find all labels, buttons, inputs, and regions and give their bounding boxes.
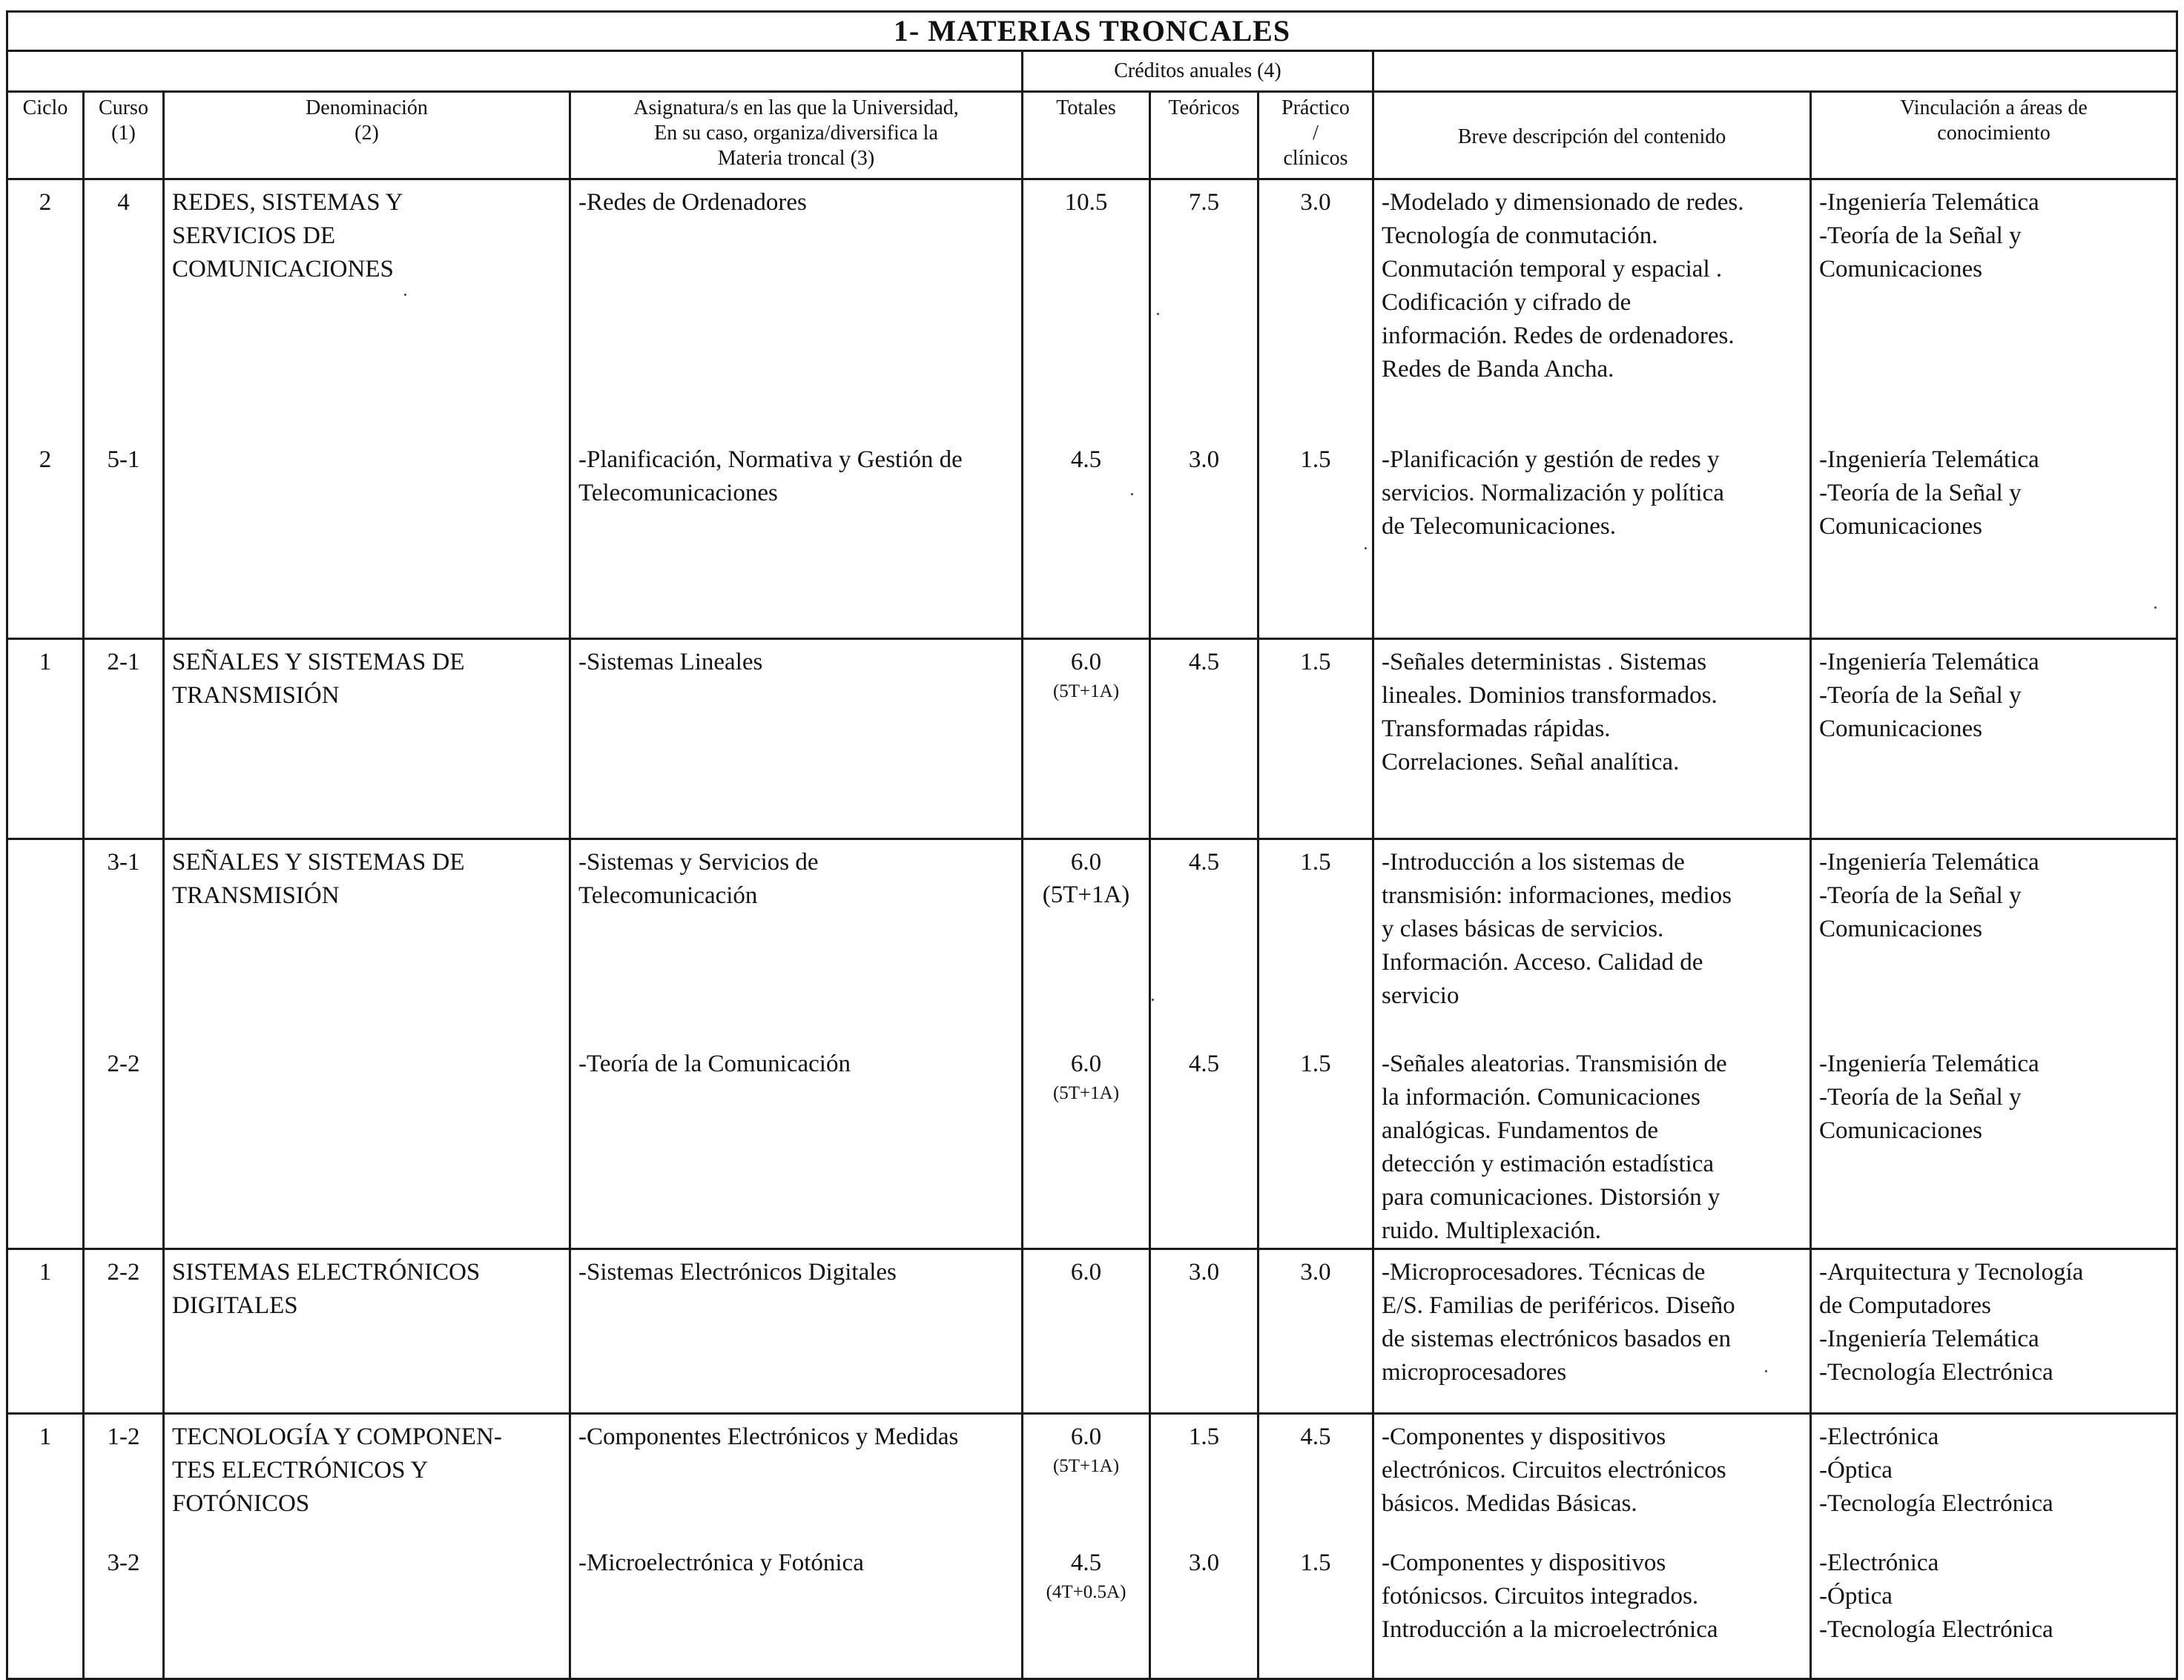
vinculacion-cell xyxy=(1811,1414,2177,1679)
subheader-blank-left xyxy=(7,51,1023,92)
denominacion-line: TRANSMISIÓN xyxy=(172,682,340,709)
descripcion-line: analógicas. Fundamentos de xyxy=(1382,1117,1658,1144)
totales-note: (5T+1A) xyxy=(1052,1456,1120,1476)
curso-value: 4 xyxy=(117,189,130,216)
totales-value: 6.0 xyxy=(1070,1423,1102,1450)
header-totales-label: Totales xyxy=(1056,96,1116,119)
vinculacion-line: -Arquitectura y Tecnología xyxy=(1819,1259,2084,1286)
practicos-value: 1.5 xyxy=(1300,446,1331,473)
descripcion-line: ruido. Multiplexación. xyxy=(1382,1217,1602,1244)
asignatura-cell xyxy=(570,1414,1023,1679)
denominacion-line: DIGITALES xyxy=(172,1292,298,1319)
curso-value: 2-2 xyxy=(107,1259,140,1286)
scan-speck xyxy=(1157,313,1159,315)
totales-cell xyxy=(1023,639,1150,839)
practicos-value: 4.5 xyxy=(1300,1423,1331,1450)
practicos-value: 1.5 xyxy=(1300,649,1331,675)
curso-cell xyxy=(84,839,164,1249)
ciclo-value: 2 xyxy=(39,446,52,473)
table-title: 1- MATERIAS TRONCALES xyxy=(7,12,2177,51)
curso-value: 2-1 xyxy=(107,649,140,675)
asignatura-line: Telecomunicación xyxy=(578,882,758,909)
descripcion-line: información. Redes de ordenadores. xyxy=(1382,323,1735,349)
curso-value: 3-1 xyxy=(107,849,140,876)
descripcion-cell xyxy=(1373,179,1811,639)
curso-cell xyxy=(84,179,164,639)
teoricos-value: 3.0 xyxy=(1188,1550,1220,1576)
practicos-cell xyxy=(1258,639,1373,839)
vinculacion-line: -Tecnología Electrónica xyxy=(1819,1490,2053,1517)
denominacion-line: TECNOLOGÍA Y COMPONEN- xyxy=(172,1423,502,1450)
teoricos-cell xyxy=(1150,1249,1258,1414)
asignatura-line: -Teoría de la Comunicación xyxy=(578,1051,851,1077)
header-teoricos-label: Teóricos xyxy=(1168,96,1240,119)
ciclo-cell xyxy=(7,1249,84,1414)
descripcion-line: E/S. Familias de periféricos. Diseño xyxy=(1382,1292,1735,1319)
practicos-cell xyxy=(1258,839,1373,1249)
totales-note: (5T+1A) xyxy=(1052,1083,1120,1103)
descripcion-line: -Modelado y dimensionado de redes. xyxy=(1382,189,1744,216)
header-curso-label: Curso xyxy=(99,96,148,119)
header-ciclo-label: Ciclo xyxy=(22,96,68,119)
teoricos-value: 3.0 xyxy=(1188,446,1220,473)
teoricos-value: 4.5 xyxy=(1188,1051,1220,1077)
descripcion-line: servicio xyxy=(1382,982,1459,1009)
vinculacion-line: Comunicaciones xyxy=(1819,715,1982,742)
header-curso xyxy=(84,92,164,179)
header-asignatura xyxy=(570,92,1023,179)
header-totales xyxy=(1023,92,1150,179)
header-ciclo xyxy=(7,92,84,179)
teoricos-value: 4.5 xyxy=(1188,849,1220,876)
totales-value: 4.5 xyxy=(1070,446,1102,473)
denominacion-cell xyxy=(164,839,570,1249)
denominacion-line: REDES, SISTEMAS Y xyxy=(172,189,403,216)
vinculacion-line: -Ingeniería Telemática xyxy=(1819,849,2039,876)
descripcion-line: -Microprocesadores. Técnicas de xyxy=(1382,1259,1706,1286)
vinculacion-line: -Tecnología Electrónica xyxy=(1819,1359,2053,1386)
descripcion-line: fotónicsos. Circuitos integrados. xyxy=(1382,1583,1699,1610)
descripcion-line: Redes de Banda Ancha. xyxy=(1382,356,1614,383)
teoricos-cell xyxy=(1150,1414,1258,1679)
curso-cell xyxy=(84,1414,164,1679)
denominacion-line: SEÑALES Y SISTEMAS DE xyxy=(172,849,465,876)
practicos-cell xyxy=(1258,179,1373,639)
vinculacion-line: -Ingeniería Telemática xyxy=(1819,649,2039,675)
header-denominacion-label: Denominación xyxy=(306,96,428,119)
denominacion-line: SISTEMAS ELECTRÓNICOS xyxy=(172,1259,481,1286)
vinculacion-line: -Electrónica xyxy=(1819,1550,1939,1576)
teoricos-cell xyxy=(1150,639,1258,839)
vinculacion-line: -Tecnología Electrónica xyxy=(1819,1616,2053,1643)
ciclo-cell xyxy=(7,179,84,639)
header-practicos-line: / xyxy=(1313,122,1319,145)
totales-note: (4T+0.5A) xyxy=(1046,1582,1126,1602)
totales-cell xyxy=(1023,179,1150,639)
descripcion-line: para comunicaciones. Distorsión y xyxy=(1382,1184,1721,1211)
practicos-cell xyxy=(1258,1249,1373,1414)
asignatura-line: Telecomunicaciones xyxy=(578,480,778,506)
denominacion-cell xyxy=(164,1414,570,1679)
descripcion-cell xyxy=(1373,839,1811,1249)
descripcion-line: -Componentes y dispositivos xyxy=(1382,1550,1666,1576)
scan-speck xyxy=(404,294,406,296)
scan-speck xyxy=(1152,999,1154,1001)
vinculacion-cell xyxy=(1811,839,2177,1249)
ciclo-value: 1 xyxy=(39,1259,52,1286)
teoricos-value: 1.5 xyxy=(1188,1423,1220,1450)
header-asignatura-line: Materia troncal (3) xyxy=(717,147,875,170)
vinculacion-line: -Electrónica xyxy=(1819,1423,1939,1450)
header-curso-note: (1) xyxy=(111,122,136,145)
totales-value: 10.5 xyxy=(1064,189,1108,216)
vinculacion-line: -Teoría de la Señal y xyxy=(1819,1084,2022,1111)
asignatura-line: -Redes de Ordenadores xyxy=(578,189,807,216)
descripcion-line: y clases básicas de servicios. xyxy=(1382,916,1664,942)
ciclo-value: 2 xyxy=(39,189,52,216)
descripcion-line: -Componentes y dispositivos xyxy=(1382,1423,1666,1450)
descripcion-line: microprocesadores xyxy=(1382,1359,1567,1386)
asignatura-line: -Sistemas Electrónicos Digitales xyxy=(578,1259,897,1286)
descripcion-line: Conmutación temporal y espacial . xyxy=(1382,256,1723,282)
descripcion-line: -Señales aleatorias. Transmisión de xyxy=(1382,1051,1727,1077)
header-descripcion-label: Breve descripción del contenido xyxy=(1457,125,1726,148)
ciclo-value: 1 xyxy=(39,649,52,675)
table-row xyxy=(7,1249,2177,1414)
denominacion-line: SEÑALES Y SISTEMAS DE xyxy=(172,649,465,675)
vinculacion-line: de Computadores xyxy=(1819,1292,1991,1319)
scan-speck xyxy=(1765,1370,1767,1372)
totales-value: 4.5 xyxy=(1070,1550,1102,1576)
teoricos-value: 3.0 xyxy=(1188,1259,1220,1286)
descripcion-cell xyxy=(1373,639,1811,839)
header-denominacion-note: (2) xyxy=(354,122,379,145)
vinculacion-cell xyxy=(1811,1249,2177,1414)
practicos-value: 3.0 xyxy=(1300,189,1331,216)
subheader-blank-right xyxy=(1373,51,2177,92)
curso-cell xyxy=(84,1249,164,1414)
header-descripcion xyxy=(1373,92,1811,179)
teoricos-value: 7.5 xyxy=(1188,189,1220,216)
vinculacion-line: -Óptica xyxy=(1819,1457,1893,1484)
ciclo-cell xyxy=(7,639,84,839)
asignatura-line: -Sistemas Lineales xyxy=(578,649,763,675)
denominacion-line: COMUNICACIONES xyxy=(172,256,394,282)
totales-value: 6.0 xyxy=(1070,1051,1102,1077)
descripcion-line: Correlaciones. Señal analítica. xyxy=(1382,749,1680,775)
asignatura-cell xyxy=(570,839,1023,1249)
scan-speck xyxy=(2154,606,2157,609)
totales-value: 6.0 xyxy=(1070,849,1102,876)
descripcion-cell xyxy=(1373,1414,1811,1679)
denominacion-cell xyxy=(164,179,570,639)
vinculacion-line: Comunicaciones xyxy=(1819,916,1982,942)
totales-value: 6.0 xyxy=(1070,649,1102,675)
practicos-value: 1.5 xyxy=(1300,1051,1331,1077)
vinculacion-line: -Teoría de la Señal y xyxy=(1819,480,2022,506)
teoricos-cell xyxy=(1150,839,1258,1249)
descripcion-line: -Señales deterministas . Sistemas xyxy=(1382,649,1707,675)
scan-speck xyxy=(1131,493,1133,495)
curso-value: 3-2 xyxy=(107,1550,140,1576)
descripcion-line: Transformadas rápidas. xyxy=(1382,715,1611,742)
header-denominacion xyxy=(164,92,570,179)
descripcion-line: servicios. Normalización y política xyxy=(1382,480,1724,506)
header-practicos-line: Práctico xyxy=(1281,96,1350,119)
vinculacion-line: Comunicaciones xyxy=(1819,1117,1982,1144)
practicos-cell xyxy=(1258,1414,1373,1679)
vinculacion-line: -Óptica xyxy=(1819,1583,1893,1610)
totales-cell xyxy=(1023,1414,1150,1679)
vinculacion-line: -Teoría de la Señal y xyxy=(1819,882,2022,909)
denominacion-line: FOTÓNICOS xyxy=(172,1490,310,1517)
descripcion-line: Introducción a la microelectrónica xyxy=(1382,1616,1718,1643)
practicos-value: 1.5 xyxy=(1300,1550,1331,1576)
table-row xyxy=(7,179,2177,639)
descripcion-line: lineales. Dominios transformados. xyxy=(1382,682,1718,709)
asignatura-cell xyxy=(570,639,1023,839)
asignatura-line: -Sistemas y Servicios de xyxy=(578,849,819,876)
vinculacion-line: -Ingeniería Telemática xyxy=(1819,1051,2039,1077)
creditos-header: Créditos anuales (4) xyxy=(1023,51,1373,92)
totales-cell xyxy=(1023,1249,1150,1414)
totales-value: 6.0 xyxy=(1070,1259,1102,1286)
descripcion-line: -Planificación y gestión de redes y xyxy=(1382,446,1720,473)
vinculacion-line: -Teoría de la Señal y xyxy=(1819,682,2022,709)
descripcion-line: Información. Acceso. Calidad de xyxy=(1382,949,1703,976)
curso-value: 2-2 xyxy=(107,1051,140,1077)
asignatura-line: -Microelectrónica y Fotónica xyxy=(578,1550,864,1576)
denominacion-cell xyxy=(164,639,570,839)
table-row xyxy=(7,639,2177,839)
vinculacion-line: Comunicaciones xyxy=(1819,513,1982,540)
descripcion-line: electrónicos. Circuitos electrónicos xyxy=(1382,1457,1726,1484)
ciclo-cell xyxy=(7,839,84,1249)
header-practicos xyxy=(1258,92,1373,179)
ciclo-cell xyxy=(7,1414,84,1679)
denominacion-line: TES ELECTRÓNICOS Y xyxy=(172,1457,429,1484)
practicos-value: 1.5 xyxy=(1300,849,1331,876)
descripcion-line: -Introducción a los sistemas de xyxy=(1382,849,1685,876)
header-practicos-line: clínicos xyxy=(1283,147,1348,170)
asignatura-cell xyxy=(570,1249,1023,1414)
header-vinculacion xyxy=(1811,92,2177,179)
denominacion-line: TRANSMISIÓN xyxy=(172,882,340,909)
vinculacion-cell xyxy=(1811,639,2177,839)
curso-cell xyxy=(84,639,164,839)
descripcion-line: de sistemas electrónicos basados en xyxy=(1382,1326,1732,1352)
vinculacion-line: Comunicaciones xyxy=(1819,256,1982,282)
descripcion-line: de Telecomunicaciones. xyxy=(1382,513,1616,540)
descripcion-line: la información. Comunicaciones xyxy=(1382,1084,1700,1111)
table-row xyxy=(7,839,2177,1249)
totales-note: (5T+1A) xyxy=(1052,681,1120,701)
vinculacion-cell xyxy=(1811,179,2177,639)
teoricos-value: 4.5 xyxy=(1188,649,1220,675)
header-vinculacion-line: conocimiento xyxy=(1937,122,2051,145)
materias-troncales-table xyxy=(6,10,2178,1680)
descripcion-line: Tecnología de conmutación. xyxy=(1382,222,1658,249)
asignatura-line: -Componentes Electrónicos y Medidas xyxy=(578,1423,959,1450)
vinculacion-line: -Teoría de la Señal y xyxy=(1819,222,2022,249)
header-teoricos xyxy=(1150,92,1258,179)
ciclo-value: 1 xyxy=(39,1423,52,1450)
vinculacion-line: -Ingeniería Telemática xyxy=(1819,189,2039,216)
vinculacion-line: -Ingeniería Telemática xyxy=(1819,446,2039,473)
table-row xyxy=(7,1414,2177,1679)
scan-speck xyxy=(1365,547,1367,549)
practicos-value: 3.0 xyxy=(1300,1259,1331,1286)
denominacion-line: SERVICIOS DE xyxy=(172,222,336,249)
descripcion-line: básicos. Medidas Básicas. xyxy=(1382,1490,1637,1517)
descripcion-cell xyxy=(1373,1249,1811,1414)
header-vinculacion-line: Vinculación a áreas de xyxy=(1900,96,2088,119)
header-asignatura-line: En su caso, organiza/diversifica la xyxy=(654,122,938,145)
curso-value: 1-2 xyxy=(107,1423,140,1450)
totales-note: (5T+1A) xyxy=(1042,882,1130,908)
descripcion-line: detección y estimación estadística xyxy=(1382,1151,1715,1177)
header-asignatura-line: Asignatura/s en las que la Universidad, xyxy=(633,96,959,119)
asignatura-line: -Planificación, Normativa y Gestión de xyxy=(578,446,963,473)
vinculacion-line: -Ingeniería Telemática xyxy=(1819,1326,2039,1352)
totales-cell xyxy=(1023,839,1150,1249)
descripcion-line: Codificación y cifrado de xyxy=(1382,289,1632,316)
asignatura-cell xyxy=(570,179,1023,639)
teoricos-cell xyxy=(1150,179,1258,639)
denominacion-cell xyxy=(164,1249,570,1414)
curso-value: 5-1 xyxy=(107,446,140,473)
descripcion-line: transmisión: informaciones, medios xyxy=(1382,882,1732,909)
